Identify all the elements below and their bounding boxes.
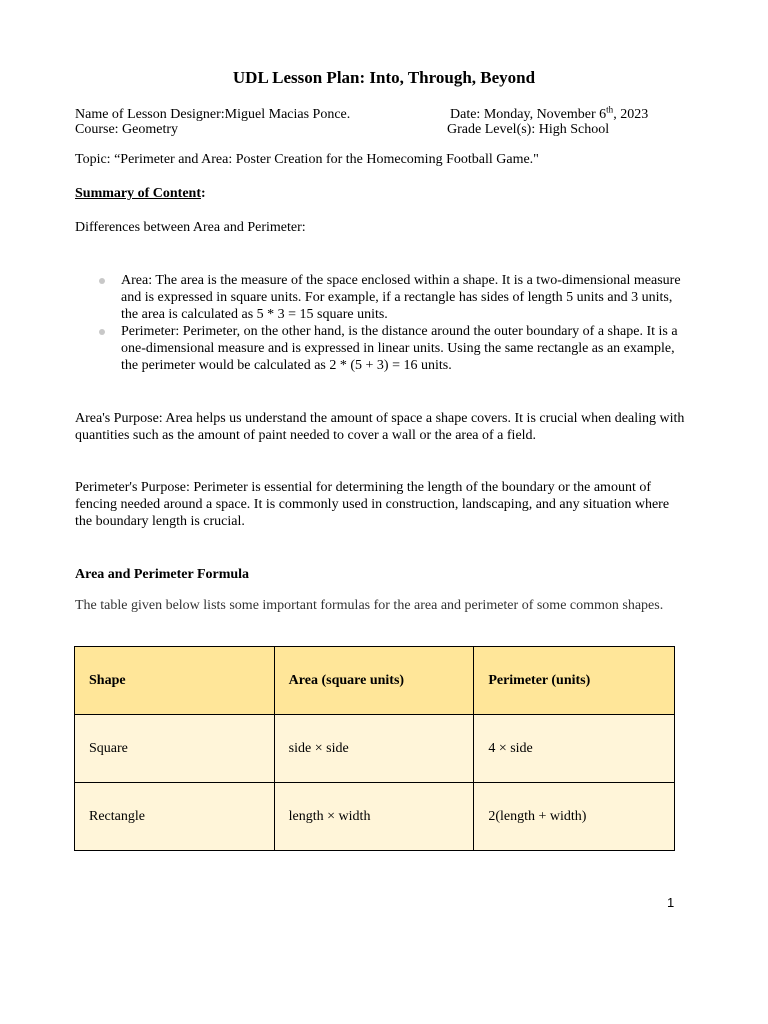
summary-heading-line [75,185,206,202]
area-purpose-paragraph: Area's Purpose: Area helps us understand the amount of space a shape covers. It is crucial when dealing with quantities such as the amount of paint needed to cover a wall or the area of a field. [75,411,685,443]
differences-list [95,272,685,374]
grade-level: Grade Level(s): High School [447,122,610,137]
date-suffix: , 2023 [613,107,649,122]
cell-area: side × side [274,715,474,783]
list-item-area: Area: The area is the measure of the space enclosed within a shape. It is a two-dimensional measure and is expressed in square units. For example, if a rectangle has sides of length 5 units and 3 units, the area is calculated as 5 * 3 = 15 square units. [95,272,685,323]
cell-perimeter: 4 × side [474,715,675,783]
formula-intro: The table given below lists some important formulas for the area and perimeter of some common shapes. [75,598,664,613]
list-item-perimeter: Perimeter: Perimeter, on the other hand, is the distance around the outer boundary of a shape. It is a one-dimensional measure and is expressed in linear units. Using the same rectangle as an example, the perimeter would be calculated as 2 * (5 + 3) = 16 units. [95,323,685,374]
date-superscript: th [606,104,614,115]
summary-heading: Summary of Content [75,186,201,201]
formula-heading: Area and Perimeter Formula [75,567,250,582]
differences-label: Differences between Area and Perimeter: [75,220,306,235]
cell-shape: Rectangle [75,783,275,851]
header-perimeter: Perimeter (units) [474,647,675,715]
page-title: UDL Lesson Plan: Into, Through, Beyond [232,68,536,87]
header-area: Area (square units) [274,647,474,715]
header-shape: Shape [75,647,275,715]
table-row [75,715,675,783]
course: Course: Geometry [75,122,179,137]
formula-table [74,646,675,851]
cell-perimeter: 2(length + width) [474,783,675,851]
table-header-row [75,647,675,715]
summary-colon: : [201,186,206,201]
date-prefix: Date: Monday, November 6 [450,107,607,122]
perimeter-purpose-paragraph: Perimeter's Purpose: Perimeter is essential for determining the length of the boundary or the amount of fencing needed around a space. It is commonly used in construction, landscaping, and any situation where the boundary length is crucial. [75,480,670,529]
cell-shape: Square [75,715,275,783]
cell-area: length × width [274,783,474,851]
table-row [75,783,675,851]
lesson-designer: Name of Lesson Designer:Miguel Macias Ponce. [75,107,351,122]
topic: Topic: “Perimeter and Area: Poster Creation for the Homecoming Football Game." [75,152,539,167]
page-number: 1 [667,895,675,910]
